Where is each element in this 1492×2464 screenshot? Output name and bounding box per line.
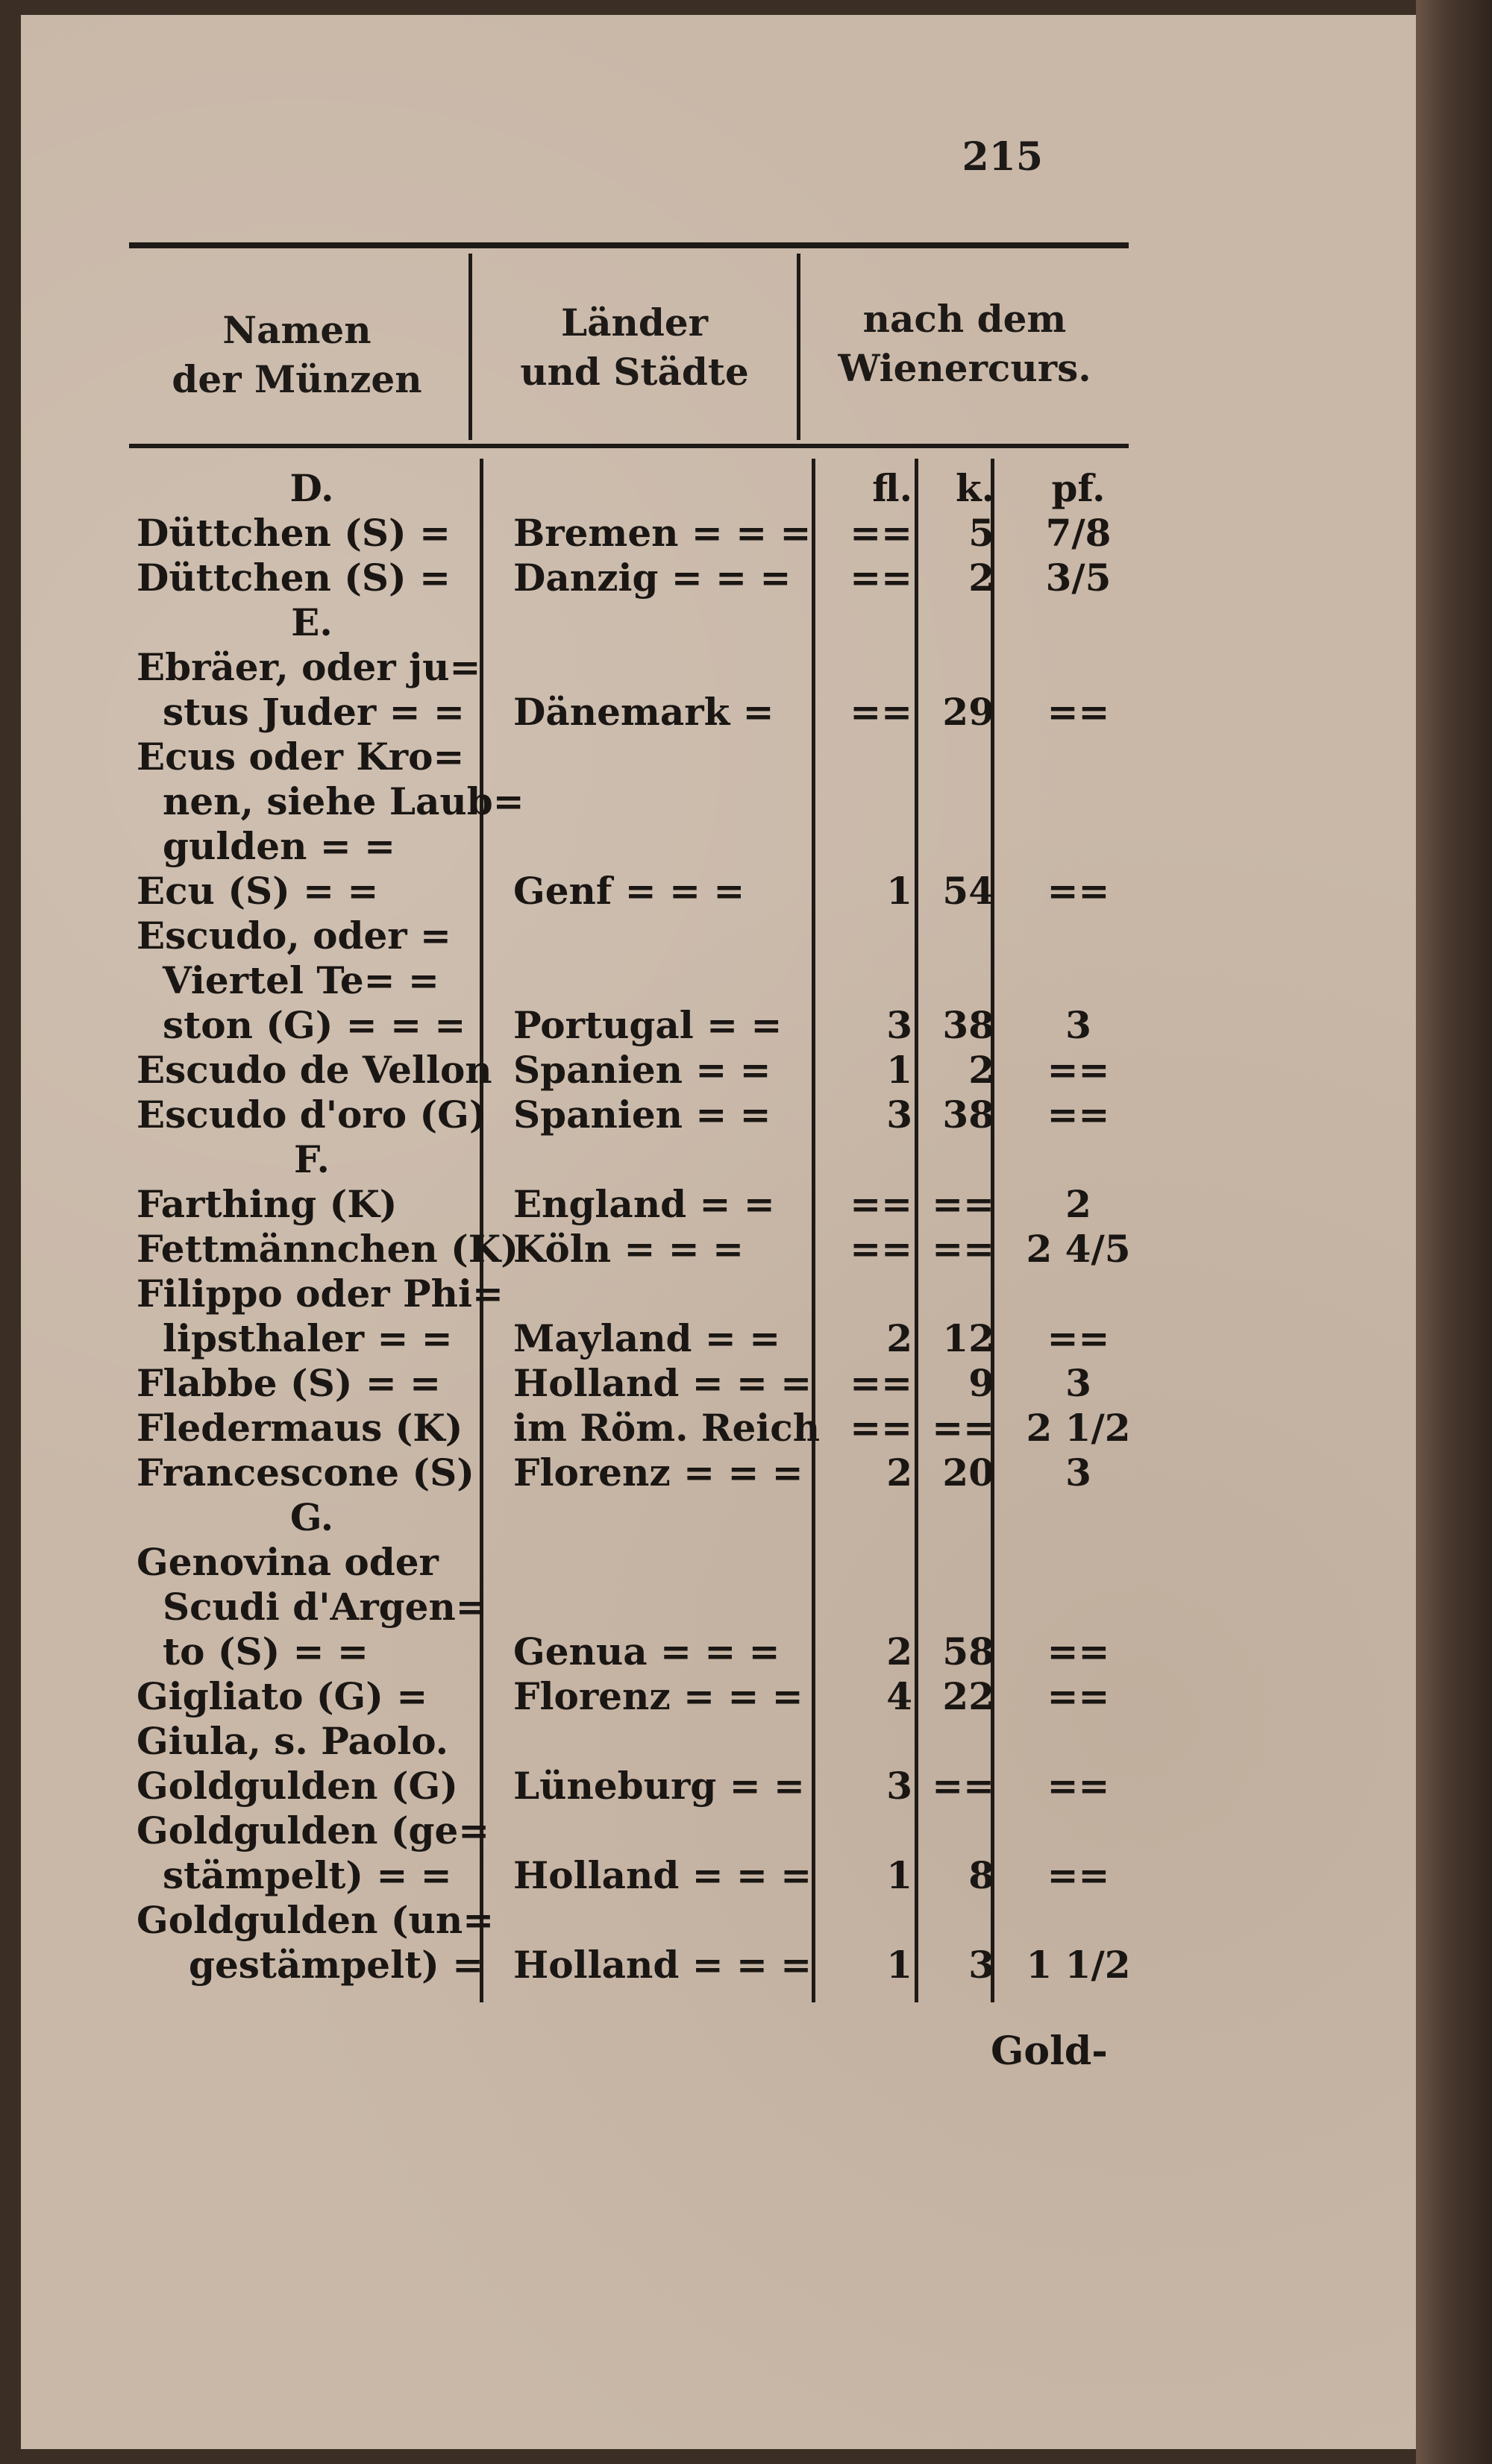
- country-city: Bremen = = =: [513, 511, 812, 555]
- coin-name: Düttchen (S) =: [137, 556, 451, 600]
- gulden-value: [827, 914, 912, 958]
- table-row: [21, 645, 1438, 690]
- coin-name: Francescone (S): [137, 1451, 474, 1495]
- coin-name: stus Juder = =: [163, 690, 465, 734]
- kreuzer-value: 22: [942, 1674, 994, 1718]
- pfennig-value: [1013, 1808, 1144, 1853]
- country-city: [513, 735, 819, 779]
- coin-name: Ecus oder Kro=: [137, 735, 465, 779]
- country-city: [513, 914, 819, 958]
- kreuzer-value: 29: [942, 690, 994, 734]
- country-city: [513, 645, 819, 690]
- table-row: [21, 1495, 1438, 1540]
- country-city: [513, 1898, 819, 1943]
- table-row: [21, 1093, 1438, 1137]
- table-row: [21, 869, 1438, 914]
- table-row: [21, 1272, 1438, 1316]
- country-city: [513, 1495, 819, 1540]
- gulden-value: [827, 1719, 912, 1764]
- gulden-value: [827, 1585, 912, 1629]
- coin-name: Goldgulden (un=: [137, 1898, 495, 1942]
- kreuzer-value: [927, 1585, 994, 1629]
- page-number: 215: [962, 134, 1043, 180]
- pfennig-value: [1013, 1137, 1144, 1182]
- gulden-value: ==: [850, 556, 912, 600]
- header-vienna-rate-line1: nach dem: [862, 297, 1067, 341]
- coin-name: Escudo, oder =: [137, 914, 451, 958]
- kreuzer-value: [927, 958, 994, 1003]
- country-city: [513, 779, 819, 824]
- table-row: [21, 1316, 1438, 1361]
- pfennig-value: [1013, 914, 1144, 958]
- header-divider-2: [797, 254, 800, 440]
- country-city: [513, 1272, 819, 1316]
- table-row: [21, 1048, 1438, 1093]
- table-row: [21, 779, 1438, 824]
- pfennig-value: ==: [1047, 1853, 1110, 1897]
- country-city: England = =: [513, 1182, 775, 1226]
- country-city: Danzig = = =: [513, 556, 792, 600]
- table-row: [21, 1629, 1438, 1674]
- country-city: Genua = = =: [513, 1629, 780, 1673]
- gulden-value: [827, 824, 912, 869]
- header-coin-names: [129, 306, 465, 404]
- country-city: Holland = = =: [513, 1361, 812, 1405]
- gulden-value: 2: [886, 1451, 912, 1495]
- gulden-value: 3: [886, 1003, 912, 1047]
- pfennig-value: [1013, 600, 1144, 645]
- coin-name: Escudo d'oro (G): [137, 1093, 487, 1137]
- coin-name: gestämpelt) =: [189, 1943, 484, 1987]
- coin-name: Goldgulden (G): [137, 1764, 458, 1808]
- kreuzer-value: ==: [932, 1764, 994, 1808]
- kreuzer-value: [927, 779, 994, 824]
- country-city: Genf = = =: [513, 869, 745, 913]
- kreuzer-value: [927, 1898, 994, 1943]
- pfennig-value: pf.: [1051, 466, 1106, 510]
- country-city: [513, 600, 819, 645]
- page-edge: [1416, 0, 1492, 2464]
- kreuzer-value: [927, 1808, 994, 1853]
- kreuzer-value: 2: [968, 556, 994, 600]
- kreuzer-value: [927, 645, 994, 690]
- country-city: Florenz = = =: [513, 1674, 803, 1718]
- coin-name: D.: [289, 466, 334, 510]
- coin-name: G.: [289, 1495, 334, 1539]
- kreuzer-value: 3: [968, 1943, 994, 1987]
- country-city: [513, 1540, 819, 1585]
- table-row: [21, 1808, 1438, 1853]
- country-city: [513, 1137, 819, 1182]
- pfennig-value: [1013, 735, 1144, 779]
- header-divider-1: [468, 254, 472, 440]
- kreuzer-value: 5: [968, 511, 994, 555]
- coin-name: Scudi d'Argen=: [163, 1585, 487, 1629]
- coin-name: Goldgulden (ge=: [137, 1808, 490, 1852]
- coin-name: nen, siehe Laub=: [163, 779, 524, 823]
- header-coin-names-line1: Namen: [222, 308, 372, 352]
- header-coin-names-line2: der Münzen: [172, 357, 422, 401]
- gulden-value: 4: [886, 1674, 912, 1718]
- gulden-value: ==: [850, 1227, 912, 1271]
- table-row: [21, 600, 1438, 645]
- gulden-value: ==: [850, 511, 912, 555]
- pfennig-value: [1013, 958, 1144, 1003]
- table-row: [21, 958, 1438, 1003]
- country-city: Dänemark =: [513, 690, 774, 734]
- pfennig-value: 2: [1065, 1182, 1091, 1226]
- gulden-value: ==: [850, 1406, 912, 1450]
- gulden-value: [827, 1272, 912, 1316]
- gulden-value: 1: [886, 1943, 912, 1987]
- kreuzer-value: [927, 1719, 994, 1764]
- gulden-value: [827, 600, 912, 645]
- country-city: Köln = = =: [513, 1227, 744, 1271]
- country-city: [513, 1808, 819, 1853]
- kreuzer-value: [927, 600, 994, 645]
- table-row: [21, 1540, 1438, 1585]
- pfennig-value: 3: [1065, 1451, 1091, 1495]
- kreuzer-value: 9: [968, 1361, 994, 1405]
- coin-name: Fledermaus (K): [137, 1406, 463, 1450]
- kreuzer-value: [927, 1495, 994, 1540]
- table-row: [21, 1137, 1438, 1182]
- gulden-value: [827, 1540, 912, 1585]
- pfennig-value: 3: [1065, 1361, 1091, 1405]
- gulden-value: ==: [850, 690, 912, 734]
- header-countries: [476, 298, 793, 397]
- table-row: [21, 1853, 1438, 1898]
- kreuzer-value: 38: [942, 1003, 994, 1047]
- pfennig-value: [1013, 1719, 1144, 1764]
- country-city: im Röm. Reich: [513, 1406, 821, 1450]
- country-city: [513, 1719, 819, 1764]
- coin-name: F.: [294, 1137, 330, 1181]
- book-page: [21, 15, 1416, 2449]
- coin-name: Giula, s. Paolo.: [137, 1719, 449, 1763]
- country-city: [513, 824, 819, 869]
- coin-name: Gigliato (G) =: [137, 1674, 428, 1718]
- coin-name: Filippo oder Phi=: [137, 1272, 504, 1316]
- pfennig-value: 3/5: [1045, 556, 1112, 600]
- table-row: [21, 1674, 1438, 1719]
- pfennig-value: ==: [1047, 1048, 1110, 1092]
- kreuzer-value: 2: [968, 1048, 994, 1092]
- table-row: [21, 1943, 1438, 1987]
- gulden-value: [827, 1495, 912, 1540]
- table-row: [21, 511, 1438, 556]
- gulden-value: [827, 645, 912, 690]
- pfennig-value: [1013, 1898, 1144, 1943]
- table-row: [21, 1003, 1438, 1048]
- kreuzer-value: ==: [932, 1227, 994, 1271]
- header-rule: [129, 444, 1129, 448]
- pfennig-value: [1013, 1540, 1144, 1585]
- header-countries-line1: Länder: [560, 301, 709, 345]
- pfennig-value: [1013, 1585, 1144, 1629]
- gulden-value: 3: [886, 1093, 912, 1137]
- coin-name: Ecu (S) = =: [137, 869, 379, 913]
- header-countries-line2: und Städte: [520, 350, 749, 394]
- kreuzer-value: 58: [942, 1629, 994, 1673]
- kreuzer-value: [927, 824, 994, 869]
- coin-name: lipsthaler = =: [163, 1316, 453, 1360]
- kreuzer-value: ==: [932, 1182, 994, 1226]
- gulden-value: [827, 735, 912, 779]
- table-row: [21, 1719, 1438, 1764]
- kreuzer-value: k.: [955, 466, 994, 510]
- coin-name: gulden = =: [163, 824, 396, 868]
- country-city: Mayland = =: [513, 1316, 781, 1360]
- country-city: [513, 466, 819, 511]
- coin-name: Escudo de Vellon: [137, 1048, 492, 1092]
- pfennig-value: ==: [1047, 1764, 1110, 1808]
- pfennig-value: 7/8: [1045, 511, 1112, 555]
- catchword: Gold-: [991, 2028, 1108, 2074]
- coin-name: Genovina oder: [137, 1540, 439, 1584]
- header-vienna-rate: [804, 295, 1125, 393]
- table-row: [21, 824, 1438, 869]
- gulden-value: 1: [886, 869, 912, 913]
- coin-name: Fettmännchen (K): [137, 1227, 518, 1271]
- gulden-value: 2: [886, 1316, 912, 1360]
- table-row: [21, 1585, 1438, 1629]
- coin-name: Flabbe (S) = =: [137, 1361, 442, 1405]
- pfennig-value: [1013, 824, 1144, 869]
- pfennig-value: ==: [1047, 869, 1110, 913]
- pfennig-value: 1 1/2: [1026, 1943, 1131, 1987]
- gulden-value: [827, 779, 912, 824]
- coin-name: Düttchen (S) =: [137, 511, 451, 555]
- country-city: Holland = = =: [513, 1853, 812, 1897]
- country-city: Lüneburg = =: [513, 1764, 805, 1808]
- table-row: [21, 1361, 1438, 1406]
- pfennig-value: ==: [1047, 1674, 1110, 1718]
- coin-name: Farthing (K): [137, 1182, 398, 1226]
- pfennig-value: [1013, 1495, 1144, 1540]
- pfennig-value: 3: [1065, 1003, 1091, 1047]
- country-city: Holland = = =: [513, 1943, 812, 1987]
- coin-name: ston (G) = = =: [163, 1003, 466, 1047]
- gulden-value: 3: [886, 1764, 912, 1808]
- coin-name: Ebräer, oder ju=: [137, 645, 481, 689]
- kreuzer-value: [927, 914, 994, 958]
- pfennig-value: ==: [1047, 1093, 1110, 1137]
- kreuzer-value: ==: [932, 1406, 994, 1450]
- gulden-value: [827, 1808, 912, 1853]
- table-row: [21, 1406, 1438, 1451]
- header-vienna-rate-line2: Wienercurs.: [838, 346, 1091, 390]
- kreuzer-value: [927, 735, 994, 779]
- gulden-value: 2: [886, 1629, 912, 1673]
- pfennig-value: 2 1/2: [1026, 1406, 1131, 1450]
- top-rule: [129, 242, 1129, 248]
- pfennig-value: [1013, 779, 1144, 824]
- pfennig-value: [1013, 1272, 1144, 1316]
- country-city: Florenz = = =: [513, 1451, 803, 1495]
- pfennig-value: ==: [1047, 1629, 1110, 1673]
- table-row: [21, 1764, 1438, 1808]
- gulden-value: ==: [850, 1182, 912, 1226]
- kreuzer-value: [927, 1272, 994, 1316]
- table-row: [21, 1227, 1438, 1272]
- pfennig-value: ==: [1047, 1316, 1110, 1360]
- gulden-value: 1: [886, 1853, 912, 1897]
- table-row: [21, 466, 1438, 511]
- gulden-value: ==: [850, 1361, 912, 1405]
- kreuzer-value: 12: [942, 1316, 994, 1360]
- kreuzer-value: [927, 1137, 994, 1182]
- table-row: [21, 556, 1438, 600]
- table-row: [21, 1182, 1438, 1227]
- pfennig-value: [1013, 645, 1144, 690]
- country-city: Spanien = =: [513, 1048, 771, 1092]
- country-city: Spanien = =: [513, 1093, 771, 1137]
- country-city: Portugal = =: [513, 1003, 783, 1047]
- table-row: [21, 690, 1438, 735]
- coin-name: stämpelt) = =: [163, 1853, 452, 1897]
- table-row: [21, 914, 1438, 958]
- country-city: [513, 1585, 819, 1629]
- table-row: [21, 1451, 1438, 1495]
- coin-name: to (S) = =: [163, 1629, 369, 1673]
- kreuzer-value: [927, 1540, 994, 1585]
- kreuzer-value: 54: [942, 869, 994, 913]
- kreuzer-value: 8: [968, 1853, 994, 1897]
- gulden-value: [827, 958, 912, 1003]
- table-row: [21, 735, 1438, 779]
- pfennig-value: 2 4/5: [1026, 1227, 1131, 1271]
- gulden-value: [827, 1137, 912, 1182]
- gulden-value: 1: [886, 1048, 912, 1092]
- kreuzer-value: 38: [942, 1093, 994, 1137]
- gulden-value: fl.: [872, 466, 912, 510]
- table-row: [21, 1898, 1438, 1943]
- kreuzer-value: 20: [942, 1451, 994, 1495]
- coin-name: E.: [291, 600, 333, 644]
- coin-name: Viertel Te= =: [163, 958, 439, 1002]
- pfennig-value: ==: [1047, 690, 1110, 734]
- gulden-value: [827, 1898, 912, 1943]
- country-city: [513, 958, 819, 1003]
